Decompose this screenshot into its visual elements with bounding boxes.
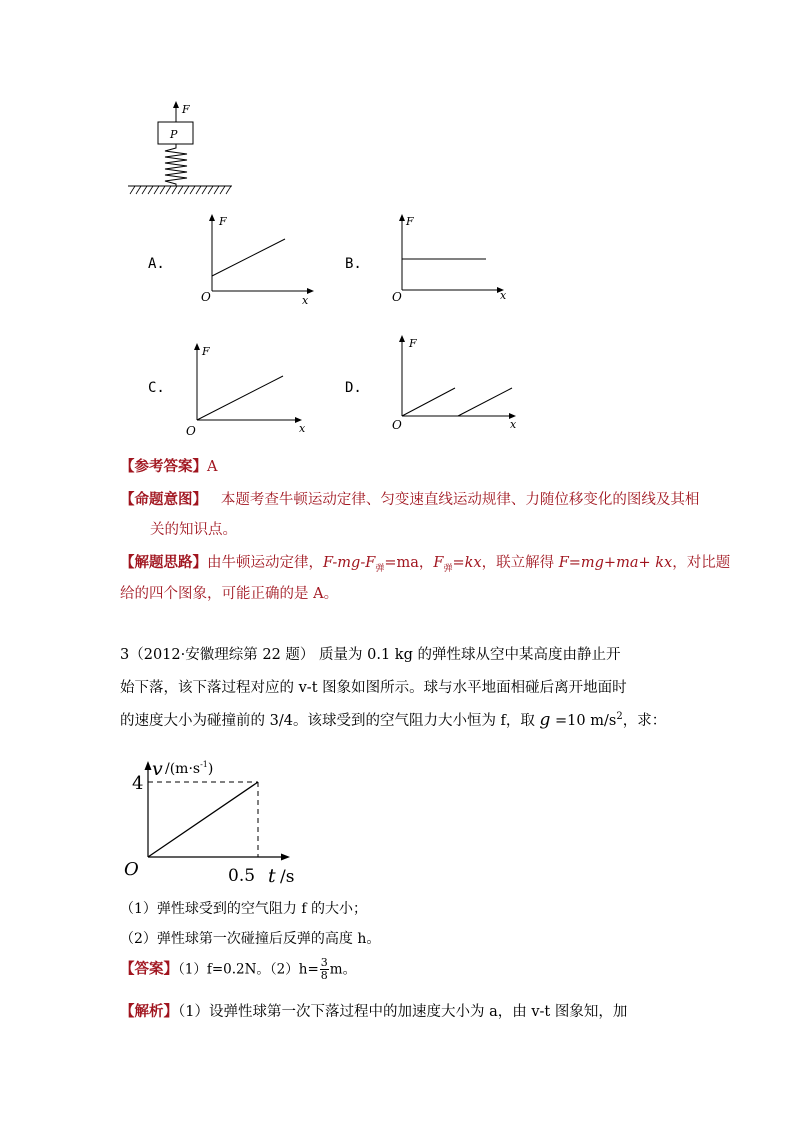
svg-text:F: F: [219, 215, 227, 228]
vt-ylabel-unit: $/(m\cdot s^{-1})$: [165, 760, 214, 777]
solution-line-1: 【解题思路】由牛顿运动定律，$F-mg-F_弹=ma$，$F_弹=kx$，联立解得 F=mg+ma+ kx，对比题: [120, 554, 731, 574]
svg-text:O: O: [201, 290, 211, 304]
option-b-letter: B.: [345, 256, 362, 272]
svg-text:x: x: [299, 422, 306, 435]
force-label: F: [182, 103, 190, 116]
problem3-line-3: 的速度大小为碰撞前的 3/4。该球受到的空气阻力大小恒为 f，取 g =10 $m/s^2$，求：: [120, 710, 667, 730]
svg-text:F: F: [409, 337, 417, 350]
option-d-line-1: [402, 388, 455, 416]
vt-y-tick: 4: [132, 773, 144, 794]
analysis-line: 【解析】（1）设弹性球第一次下落过程中的加速度大小为 a，由 v-t 图象知，加: [120, 1003, 628, 1020]
answer-line: 【答案】（1）f=0.2N。（2）h= $\frac{3}{8}$ m。: [120, 956, 357, 982]
vt-origin: O: [124, 859, 139, 880]
question-2: （2）弹性球第一次碰撞后反弹的高度 h。: [120, 931, 381, 947]
svg-text:F: F: [202, 345, 210, 358]
option-d-graph: [392, 330, 527, 430]
option-d-letter: D.: [345, 380, 362, 396]
option-a-line: [212, 239, 285, 276]
option-b-graph: [390, 210, 515, 305]
question-1: （1）弹性球受到的空气阻力 f 的大小；: [120, 901, 367, 917]
vt-xlabel-t: t: [268, 865, 276, 887]
option-c-letter: C.: [148, 380, 165, 396]
option-a-letter: A.: [148, 256, 165, 272]
option-c-line: [197, 376, 283, 420]
svg-text:O: O: [392, 290, 402, 304]
svg-text:O: O: [392, 418, 402, 430]
option-c-graph: [185, 338, 315, 438]
vt-x-tick: 0.5: [228, 866, 256, 886]
answer-fraction-num: 3: [320, 956, 328, 969]
intent-line-2: 关的知识点。: [150, 522, 237, 538]
svg-text:x: x: [510, 418, 517, 430]
intent-line-1: 【命题意图】 本题考查牛顿运动定律、匀变速直线运动规律、力随位移变化的图线及其相: [120, 491, 700, 508]
svg-text:x: x: [500, 289, 507, 302]
svg-text:F: F: [406, 215, 414, 228]
reference-answer: 【参考答案】A: [120, 458, 218, 475]
option-d-line-2: [458, 388, 512, 416]
spring-block-figure: [120, 98, 250, 200]
problem3-line-1: 3（2012·安徽理综第 22 题） 质量为 0.1 kg 的弹性球从空中某高度由静止开: [120, 647, 621, 663]
solution-line-2: 给的四个图象，可能正确的是 A。: [120, 586, 339, 602]
block-label: P: [170, 128, 178, 141]
answer-fraction-den: 8: [320, 969, 328, 982]
problem3-line-2: 始下落，该下落过程对应的 v-t 图象如图所示。球与水平地面相碰后离开地面时: [120, 680, 627, 696]
option-a-graph: [195, 212, 320, 307]
vt-series-line: [148, 782, 258, 857]
svg-text:O: O: [186, 424, 196, 438]
vt-graph: [118, 752, 318, 892]
vt-ylabel-v: v: [152, 758, 163, 780]
vt-xlabel-unit: /s: [280, 867, 295, 887]
svg-text:x: x: [302, 294, 309, 307]
